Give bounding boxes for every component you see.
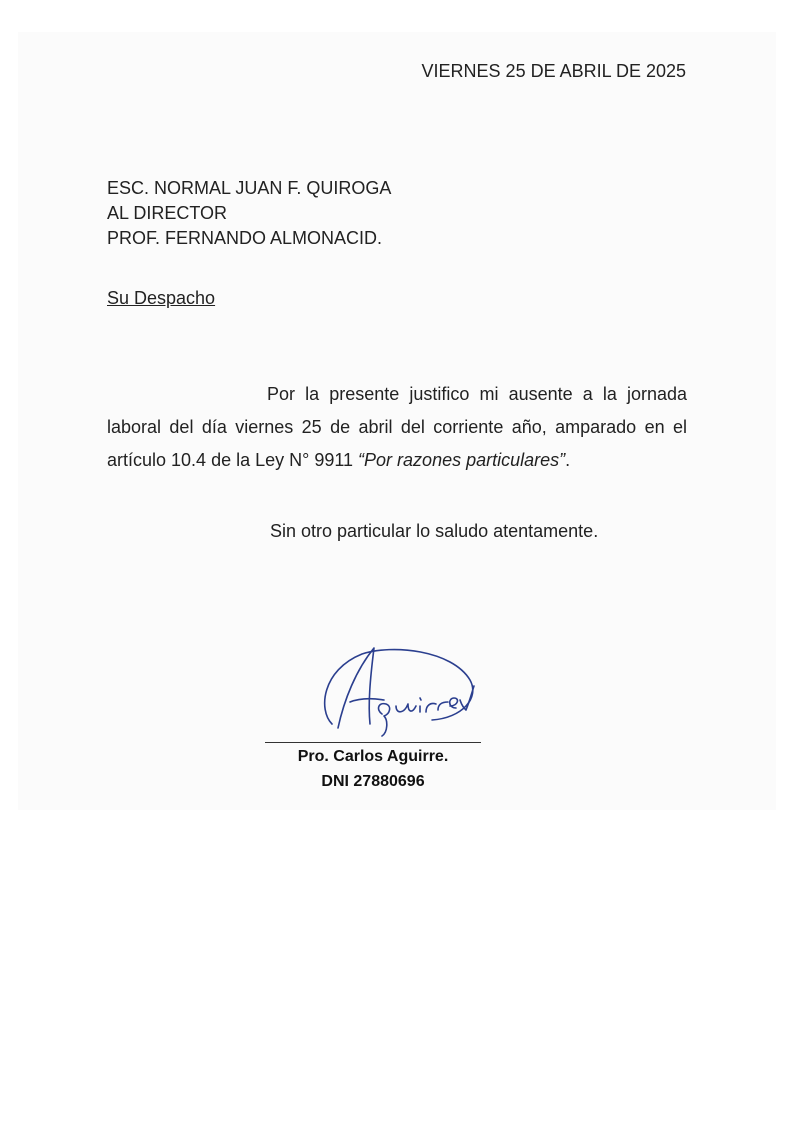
body-text: Por la presente justifico mi ausente a la jornada laboral del día viernes 25 de abril del corriente año, amparado en el artículo 10.4 de la Ley N° 9911: [107, 384, 687, 470]
body-end: .: [565, 450, 571, 470]
recipient-school: ESC. NORMAL JUAN F. QUIROGA: [107, 178, 392, 198]
closing-line: Sin otro particular lo saludo atentamente.: [270, 521, 599, 541]
signature-line: [265, 742, 481, 743]
salutation: Su Despacho: [107, 288, 216, 308]
signer-name: Pro. Carlos Aguirre.: [297, 748, 449, 765]
handwritten-signature: [312, 640, 482, 740]
recipient-role: AL DIRECTOR: [107, 203, 228, 223]
body-quote: “Por razones particulares”: [358, 450, 566, 470]
signer-dni: DNI 27880696: [321, 773, 425, 790]
body-paragraph: [107, 378, 687, 477]
recipient-name: PROF. FERNANDO ALMONACID.: [107, 228, 383, 248]
letter-date: VIERNES 25 DE ABRIL DE 2025: [421, 61, 686, 81]
recipient-block: [107, 176, 391, 251]
